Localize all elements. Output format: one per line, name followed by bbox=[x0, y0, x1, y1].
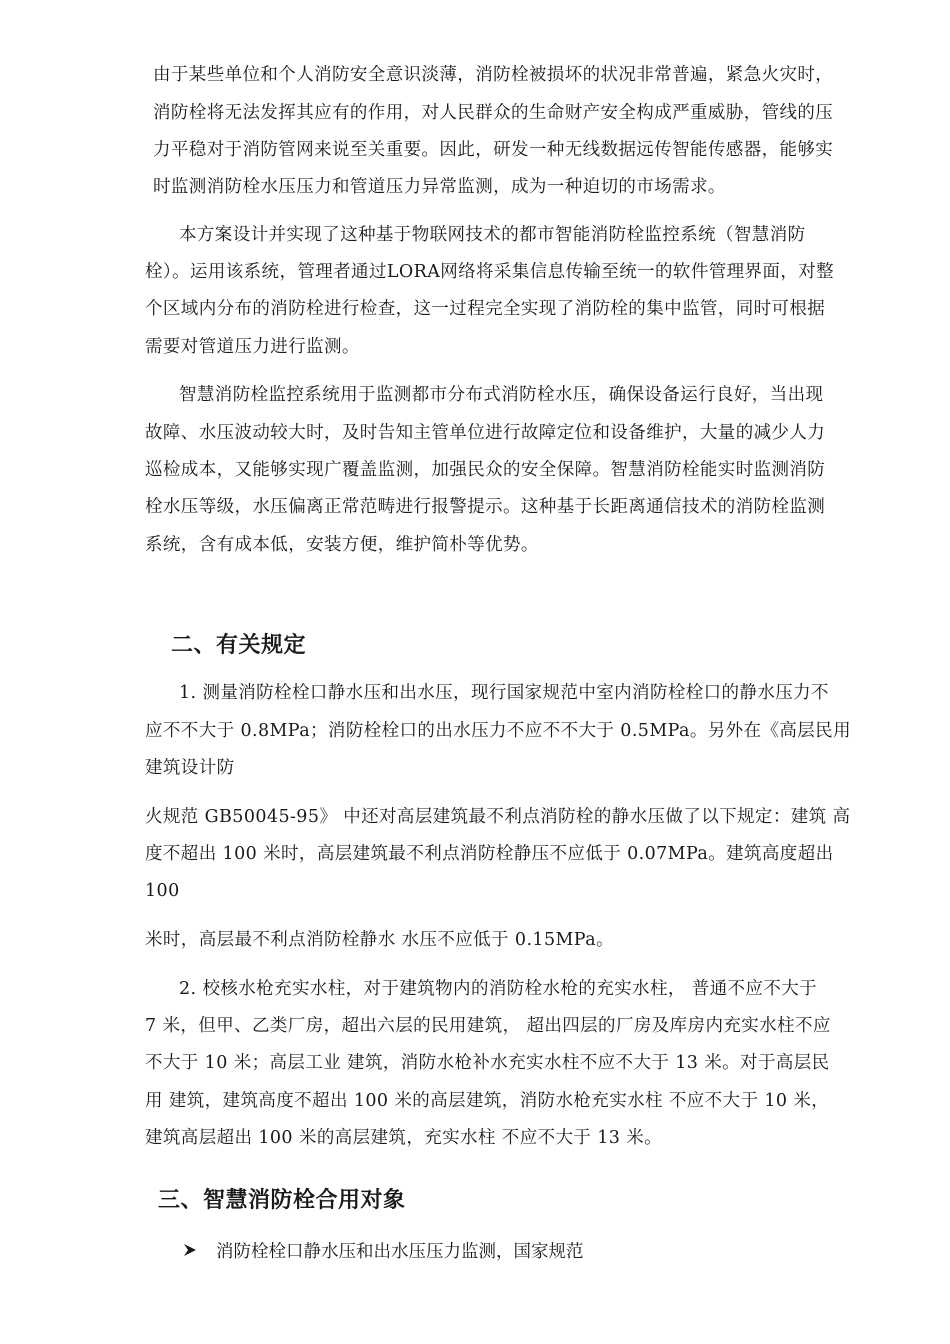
paragraph-2-line-3: 个区域内分布的消防栓进行检查，这一过程完全实现了消防栓的集中监管，同时可根据 bbox=[145, 299, 826, 319]
paragraph-3-line-5: 系统，含有成本低，安装方便，维护简朴等优势。 bbox=[145, 535, 539, 555]
arrow-bullet-icon bbox=[182, 1242, 198, 1258]
section-2-item-2-line-4: 用 建筑，建筑高度不超出 100 米的高层建筑，消防水枪充实水柱 不应不大于 10 米， bbox=[145, 1091, 830, 1111]
section-2-item-1-cont-line-2: 度不超出 100 米时，高层建筑最不利点消防栓静压不应低于 0.07MPa。建筑高度超出 bbox=[145, 844, 834, 864]
paragraph-3-line-1: 智慧消防栓监控系统用于监测都市分布式消防栓水压，确保设备运行良好，当出现 bbox=[179, 385, 824, 405]
section-2-heading: 二、有关规定 bbox=[171, 633, 307, 658]
section-2-item-2-line-2: 7 米，但甲、乙类厂房，超出六层的民用建筑， 超出四层的厂房及库房内充实水柱不应 bbox=[145, 1016, 831, 1036]
paragraph-1-line-1: 由于某些单位和个人消防安全意识淡薄，消防栓被损坏的状况非常普遍，紧急火灾时， bbox=[153, 65, 834, 85]
section-3-bullet-text: 消防栓栓口静水压和出水压压力监测，国家规范 bbox=[216, 1241, 584, 1262]
paragraph-1-line-3: 力平稳对于消防管网来说至关重要。因此，研发一种无线数据远传智能传感器，能够实 bbox=[153, 140, 834, 160]
paragraph-2-line-1: 本方案设计并实现了这种基于物联网技术的都市智能消防栓监控系统（智慧消防 bbox=[179, 225, 806, 245]
paragraph-2-line-2: 栓）。运用该系统，管理者通过LORA网络将采集信息传输至统一的软件管理界面，对整 bbox=[145, 262, 835, 282]
section-3-heading: 三、智慧消防栓合用对象 bbox=[158, 1188, 406, 1213]
section-2-item-2-line-3: 不大于 10 米；高层工业 建筑，消防水枪补水充实水柱不应不大于 13 米。对于高层民 bbox=[145, 1053, 830, 1073]
section-2-item-1-cont-line-3: 100 bbox=[145, 881, 180, 901]
section-3-bullet-item bbox=[182, 1238, 584, 1262]
section-2-item-2-line-5: 建筑高层超出 100 米的高层建筑，充实水柱 不应不大于 13 米。 bbox=[145, 1128, 663, 1148]
paragraph-1-line-4: 时监测消防栓水压压力和管道压力异常监测，成为一种迫切的市场需求。 bbox=[153, 177, 726, 197]
paragraph-1-line-2: 消防栓将无法发挥其应有的作用，对人民群众的生命财产安全构成严重威胁，管线的压 bbox=[153, 103, 834, 123]
section-2-item-1-tail: 米时，高层最不利点消防栓静水 水压不应低于 0.15MPa。 bbox=[145, 930, 614, 950]
paragraph-3-line-2: 故障、水压波动较大时，及时告知主管单位进行故障定位和设备维护，大量的减少人力 bbox=[145, 423, 826, 443]
paragraph-2-line-4: 需要对管道压力进行监测。 bbox=[145, 337, 360, 357]
section-2-item-1-line-1: 1. 测量消防栓栓口静水压和出水压，现行国家规范中室内消防栓栓口的静水压力不 bbox=[179, 683, 829, 703]
paragraph-3-line-3: 巡检成本，又能够实现广覆盖监测，加强民众的安全保障。智慧消防栓能实时监测消防 bbox=[145, 460, 826, 480]
section-2-item-2-line-1: 2. 校核水枪充实水柱，对于建筑物内的消防栓水枪的充实水柱， 普通不应不大于 bbox=[179, 979, 818, 999]
section-2-item-1-line-3: 建筑设计防 bbox=[145, 758, 235, 778]
section-2-item-1-cont-line-1: 火规范 GB50045-95》 中还对高层建筑最不利点消防栓的静水压做了以下规定：建筑 高 bbox=[145, 807, 851, 827]
section-2-item-1-line-2: 应不不大于 0.8MPa；消防栓栓口的出水压力不应不不大于 0.5MPa。另外在《高层民用 bbox=[145, 721, 851, 741]
paragraph-3-line-4: 栓水压等级，水压偏离正常范畴进行报警提示。这种基于长距离通信技术的消防栓监测 bbox=[145, 497, 826, 517]
